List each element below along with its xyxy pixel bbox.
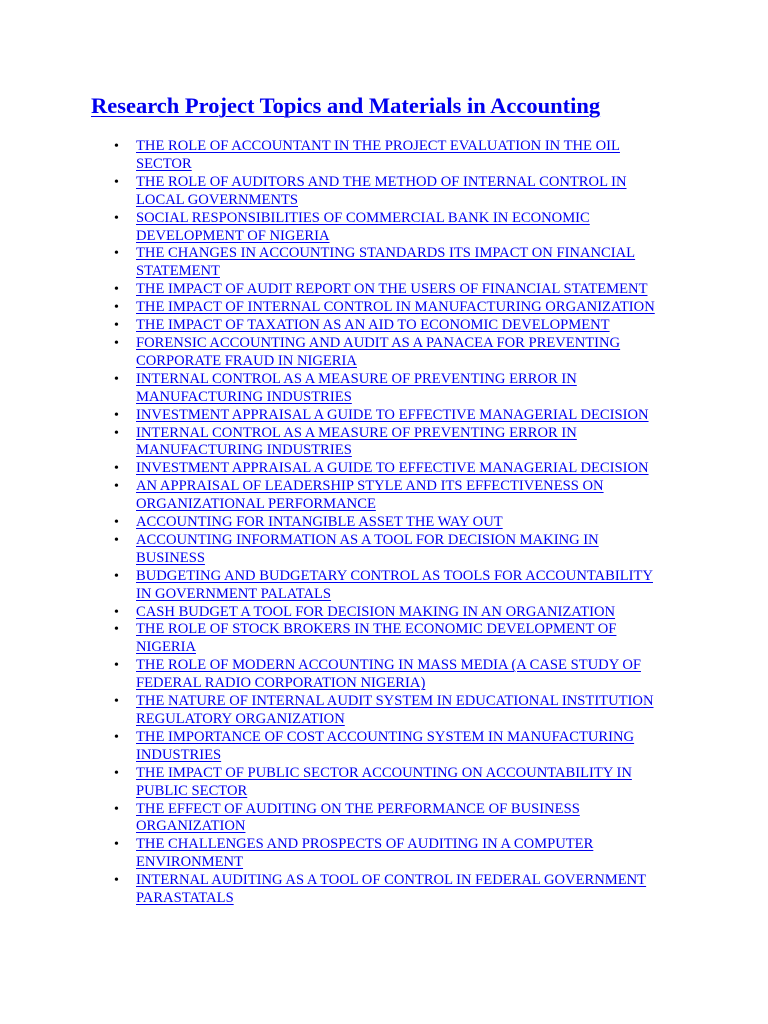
- topic-link-text: THE IMPACT OF PUBLIC SECTOR ACCOUNTING ON ACCOUNTABILITY IN: [136, 764, 632, 781]
- bullet-icon: •: [114, 765, 119, 781]
- topic-link-text: IN GOVERNMENT PALATALS: [136, 585, 332, 602]
- topic-list-item: [114, 210, 694, 246]
- topic-link-text: FEDERAL RADIO CORPORATION NIGERIA): [136, 675, 426, 692]
- topic-link-text: BUSINESS: [136, 549, 205, 566]
- topic-link-text: INVESTMENT APPRAISAL A GUIDE TO EFFECTIVE MANAGERIAL DECISION: [136, 406, 649, 423]
- bullet-icon: •: [114, 694, 119, 710]
- topic-link-text: AN APPRAISAL OF LEADERSHIP STYLE AND ITS EFFECTIVENESS ON: [136, 478, 604, 495]
- topic-link-text: STATEMENT: [136, 263, 220, 280]
- bullet-icon: •: [114, 282, 119, 298]
- bullet-icon: •: [114, 837, 119, 853]
- topic-link[interactable]: [136, 765, 632, 799]
- topic-link-text: ENVIRONMENT: [136, 854, 244, 871]
- bullet-icon: •: [114, 407, 119, 423]
- bullet-icon: •: [114, 604, 119, 620]
- topic-link[interactable]: [136, 407, 649, 423]
- topic-link[interactable]: [136, 657, 641, 691]
- topic-list-item: [114, 281, 694, 299]
- topic-link-text: BUDGETING AND BUDGETARY CONTROL AS TOOLS FOR ACCOUNTABILITY: [136, 567, 653, 584]
- topic-link-text: INTERNAL CONTROL AS A MEASURE OF PREVENTING ERROR IN: [136, 370, 577, 387]
- topic-link-text: SECTOR: [136, 155, 192, 172]
- topic-link-text: THE CHANGES IN ACCOUNTING STANDARDS ITS IMPACT ON FINANCIAL: [136, 245, 636, 262]
- topic-link[interactable]: [136, 335, 620, 369]
- topic-link-text: THE ROLE OF AUDITORS AND THE METHOD OF INTERNAL CONTROL IN: [136, 173, 627, 190]
- bullet-icon: •: [114, 873, 119, 889]
- topic-link[interactable]: [136, 478, 604, 512]
- topic-list-item: [114, 729, 694, 765]
- topic-list-item: [114, 371, 694, 407]
- topic-link-text: ACCOUNTING FOR INTANGIBLE ASSET THE WAY OUT: [136, 514, 503, 531]
- topic-list-item: [114, 765, 694, 801]
- topic-link-text: PUBLIC SECTOR: [136, 782, 248, 799]
- topic-link-text: ACCOUNTING INFORMATION AS A TOOL FOR DECISION MAKING IN: [136, 531, 599, 548]
- topic-link[interactable]: [136, 604, 615, 620]
- bullet-icon: •: [114, 729, 119, 745]
- topic-link-text: THE ROLE OF STOCK BROKERS IN THE ECONOMIC DEVELOPMENT OF: [136, 621, 617, 638]
- bullet-icon: •: [114, 335, 119, 351]
- topic-list-item: [114, 407, 694, 425]
- topic-link-text: INDUSTRIES: [136, 746, 222, 763]
- topic-list-item: [114, 174, 694, 210]
- topic-list-item: [114, 478, 694, 514]
- topic-link[interactable]: [136, 532, 599, 566]
- topic-link[interactable]: [136, 371, 577, 405]
- topic-link[interactable]: [136, 460, 649, 476]
- topic-link[interactable]: [136, 836, 593, 870]
- topic-link[interactable]: [136, 425, 577, 459]
- bullet-icon: •: [114, 479, 119, 495]
- topic-link-text: MANUFACTURING INDUSTRIES: [136, 388, 352, 405]
- topic-list-item: [114, 245, 694, 281]
- bullet-icon: •: [114, 515, 119, 531]
- topic-link-text: THE IMPORTANCE OF COST ACCOUNTING SYSTEM IN MANUFACTURING: [136, 728, 635, 745]
- topic-list-item: [114, 872, 694, 908]
- topic-list-item: [114, 460, 694, 478]
- topic-list-item: [114, 425, 694, 461]
- topic-link-text: FORENSIC ACCOUNTING AND AUDIT AS A PANACEA FOR PREVENTING: [136, 334, 621, 351]
- topic-list-item: [114, 693, 694, 729]
- topic-list: [114, 138, 694, 908]
- topic-link-text: THE IMPACT OF TAXATION AS AN AID TO ECONOMIC DEVELOPMENT: [136, 317, 610, 334]
- topic-link-text: ORGANIZATION: [136, 818, 246, 835]
- topic-link[interactable]: [136, 138, 620, 172]
- bullet-icon: •: [114, 300, 119, 316]
- topic-link-text: DEVELOPMENT OF NIGERIA: [136, 227, 330, 244]
- topic-link[interactable]: [136, 281, 648, 297]
- topic-link[interactable]: [136, 872, 646, 906]
- topic-link-text: THE ROLE OF ACCOUNTANT IN THE PROJECT EVALUATION IN THE OIL: [136, 138, 620, 154]
- bullet-icon: •: [114, 371, 119, 387]
- bullet-icon: •: [114, 318, 119, 334]
- topic-list-item: [114, 335, 694, 371]
- bullet-icon: •: [114, 461, 119, 477]
- topic-link-text: PARASTATALS: [136, 890, 234, 907]
- topic-link[interactable]: [136, 210, 590, 244]
- topic-link-text: INTERNAL AUDITING AS A TOOL OF CONTROL IN FEDERAL GOVERNMENT: [136, 872, 647, 889]
- topic-link-text: REGULATORY ORGANIZATION: [136, 711, 345, 727]
- topic-link-text: INVESTMENT APPRAISAL A GUIDE TO EFFECTIVE MANAGERIAL DECISION: [136, 460, 649, 477]
- bullet-icon: •: [114, 425, 119, 441]
- topic-link[interactable]: [136, 621, 616, 655]
- topic-list-item: [114, 532, 694, 568]
- bullet-icon: •: [114, 174, 119, 190]
- bullet-icon: •: [114, 139, 119, 154]
- topic-list-item: [114, 568, 694, 604]
- topic-link-text: THE NATURE OF INTERNAL AUDIT SYSTEM IN EDUCATIONAL INSTITUTION: [136, 693, 654, 710]
- topic-link[interactable]: [136, 174, 627, 208]
- topic-link[interactable]: [136, 245, 635, 279]
- topic-link-text: CORPORATE FRAUD IN NIGERIA: [136, 352, 357, 369]
- bullet-icon: •: [114, 210, 119, 226]
- page-title-link[interactable]: Research Project Topics and Materials in Accounting: [91, 93, 601, 118]
- bullet-icon: •: [114, 246, 119, 262]
- topic-list-item: [114, 299, 694, 317]
- topic-link-text: CASH BUDGET A TOOL FOR DECISION MAKING IN AN ORGANIZATION: [136, 603, 616, 620]
- bullet-icon: •: [114, 801, 119, 817]
- bullet-icon: •: [114, 622, 119, 638]
- topic-link-text: THE IMPACT OF INTERNAL CONTROL IN MANUFACTURING ORGANIZATION: [136, 299, 655, 316]
- topic-link-text: THE ROLE OF MODERN ACCOUNTING IN MASS MEDIA (A CASE STUDY OF: [136, 657, 642, 674]
- topic-link[interactable]: [136, 568, 653, 602]
- topic-link[interactable]: [136, 514, 503, 530]
- topic-link-text: MANUFACTURING INDUSTRIES: [136, 442, 352, 459]
- topic-link-text: THE CHALLENGES AND PROSPECTS OF AUDITING IN A COMPUTER: [136, 836, 594, 853]
- bullet-icon: •: [114, 658, 119, 674]
- topic-link-text: THE IMPACT OF AUDIT REPORT ON THE USERS OF FINANCIAL STATEMENT: [136, 281, 648, 298]
- topic-list-item: [114, 138, 694, 174]
- topic-list-item: [114, 657, 694, 693]
- topic-list-item: [114, 801, 694, 837]
- topic-list-item: [114, 604, 694, 622]
- topic-list-item: [114, 514, 694, 532]
- topic-link-text: ORGANIZATIONAL PERFORMANCE: [136, 496, 376, 513]
- topic-link-text: THE EFFECT OF AUDITING ON THE PERFORMANCE OF BUSINESS: [136, 800, 580, 817]
- topic-list-item: [114, 836, 694, 872]
- topic-link[interactable]: [136, 693, 654, 727]
- topic-link[interactable]: [136, 801, 580, 835]
- topic-link[interactable]: [136, 317, 610, 333]
- topic-link-text: NIGERIA: [136, 639, 196, 656]
- topic-link[interactable]: [136, 729, 634, 763]
- bullet-icon: •: [114, 568, 119, 584]
- bullet-icon: •: [114, 532, 119, 548]
- topic-link-text: INTERNAL CONTROL AS A MEASURE OF PREVENTING ERROR IN: [136, 424, 577, 441]
- topic-link-text: SOCIAL RESPONSIBILITIES OF COMMERCIAL BANK IN ECONOMIC: [136, 209, 590, 226]
- topic-link[interactable]: [136, 299, 655, 315]
- topic-list-item: [114, 621, 694, 657]
- topic-link-text: LOCAL GOVERNMENTS: [136, 191, 299, 208]
- topic-list-item: [114, 317, 694, 335]
